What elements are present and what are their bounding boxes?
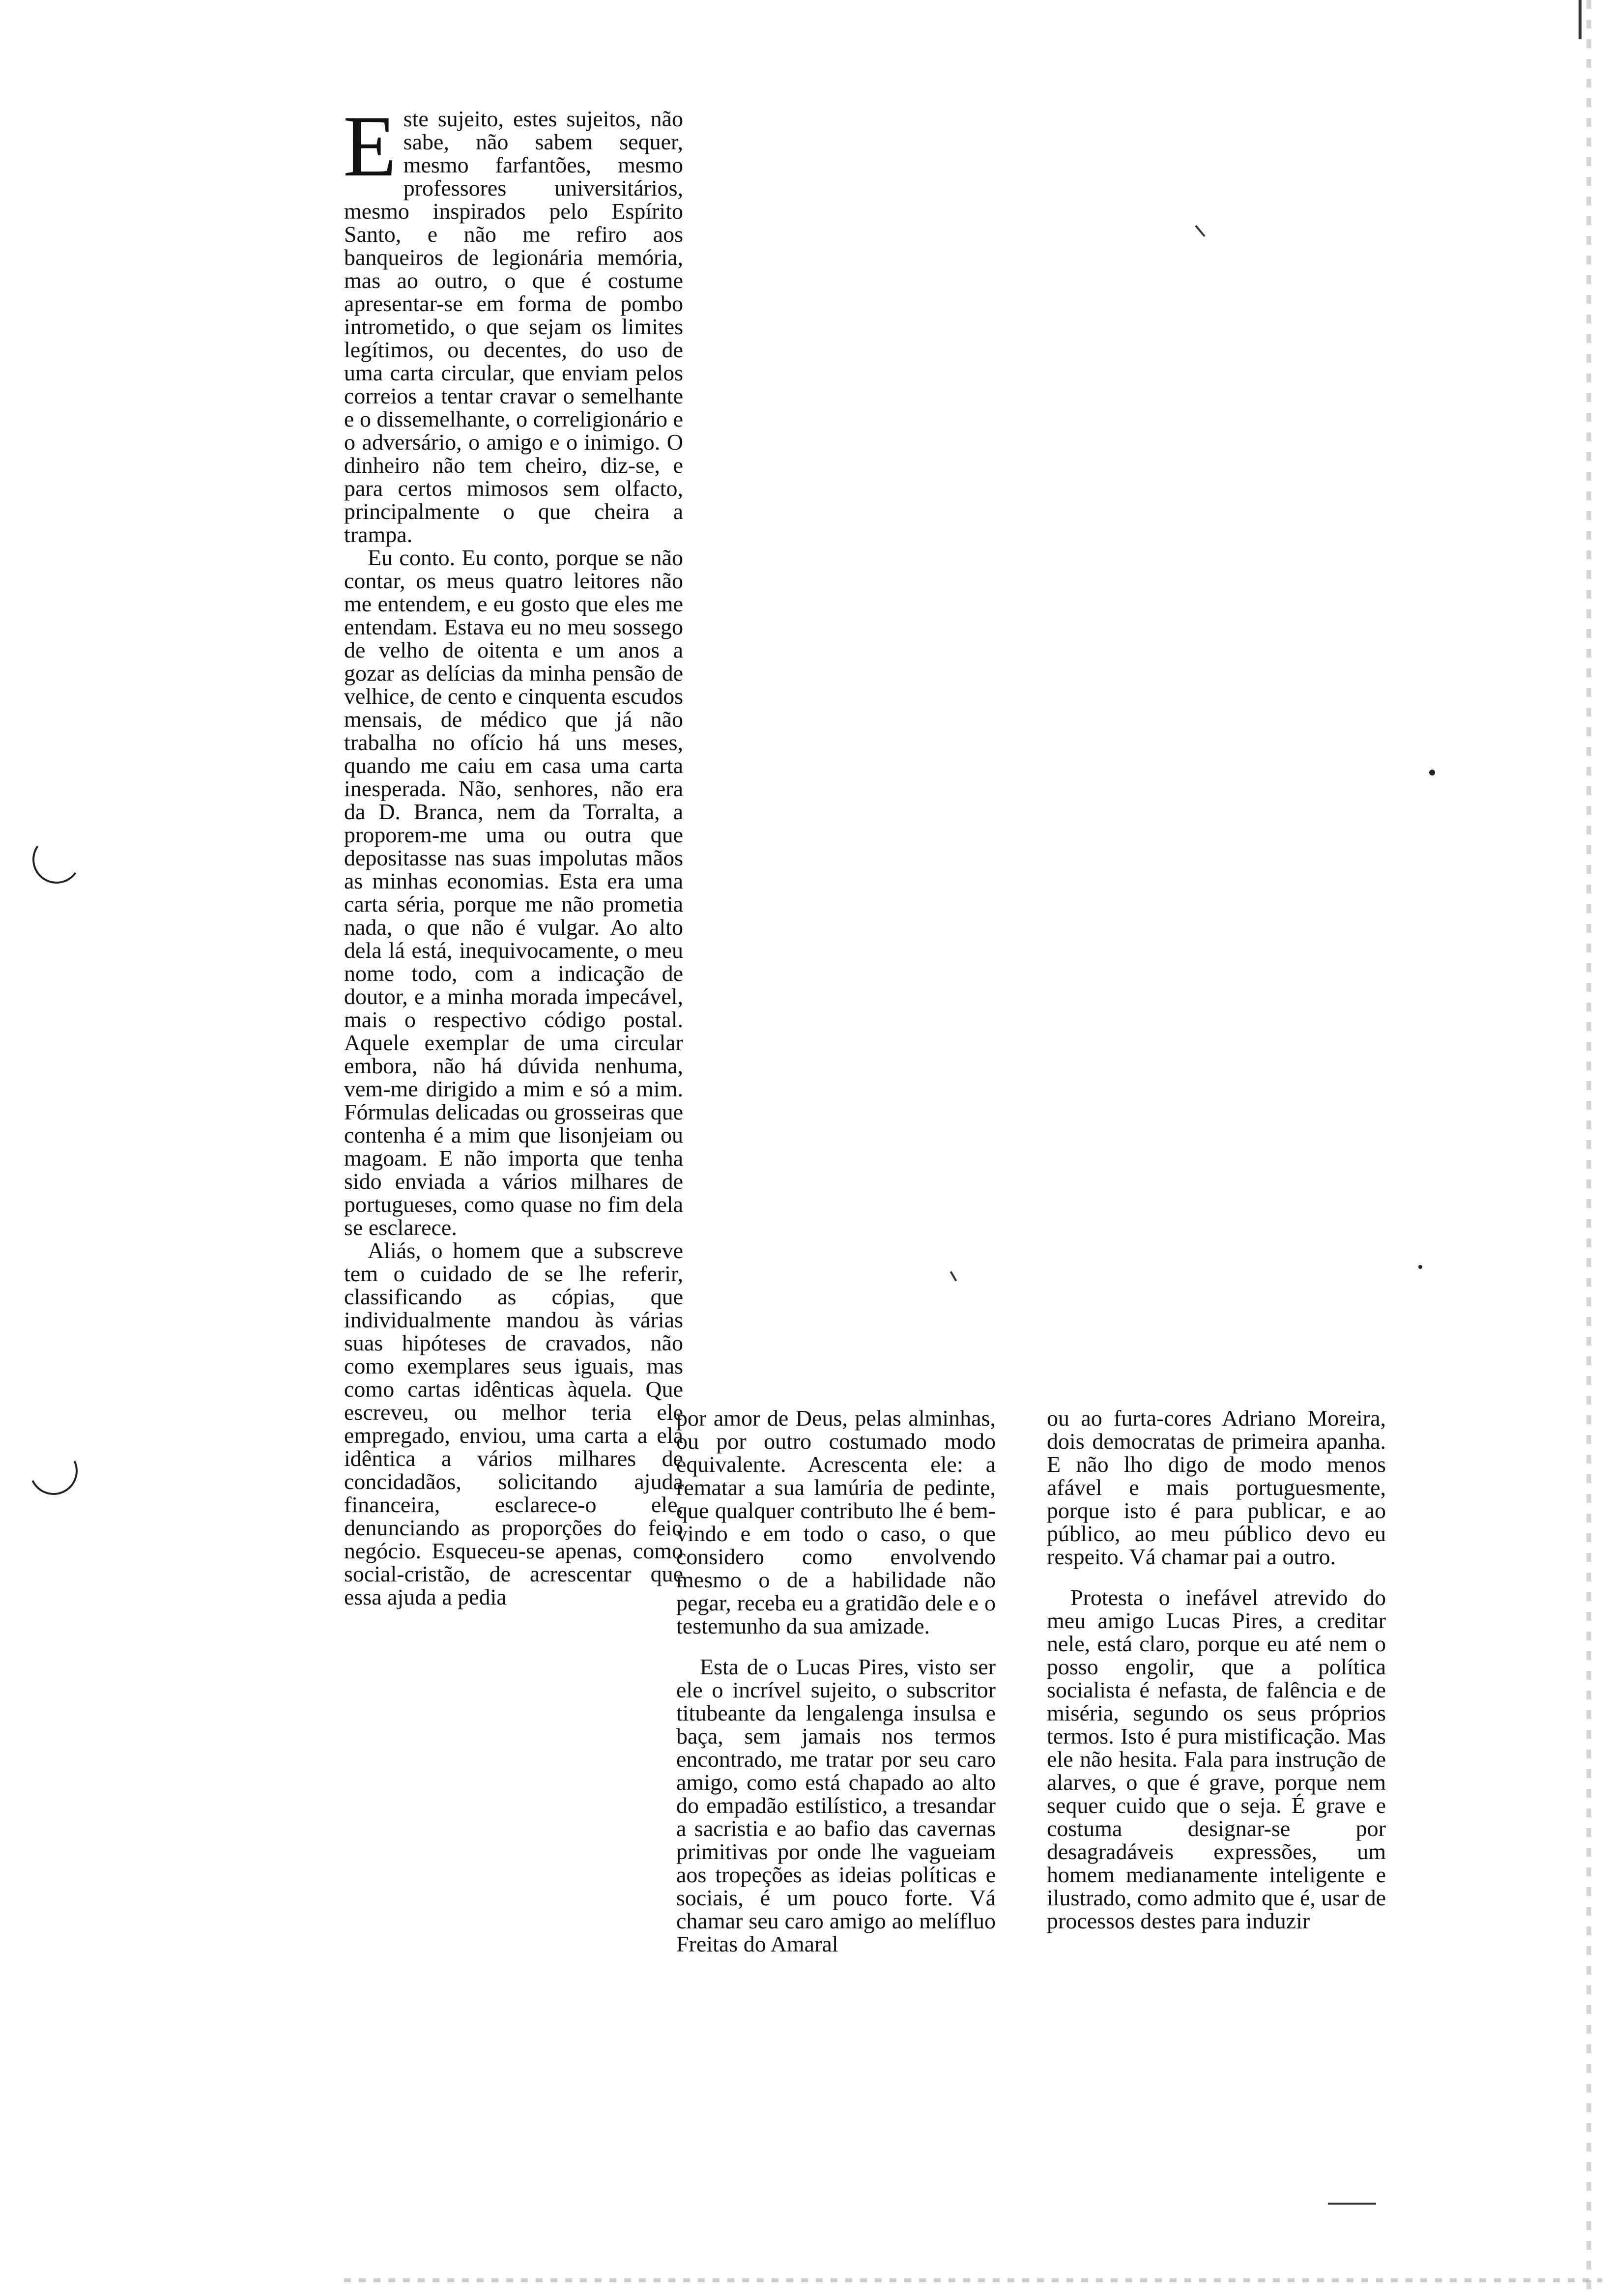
article-paragraph: ou ao furta-cores Adriano Moreira, dois democratas de primeira apanha. E não lho digo de modo menos afável e mais portuguesmente, porque isto é para publicar, e ao público, ao meu público devo eu respeito. Vá chamar pai a outro.	[1047, 1406, 1386, 1569]
article-paragraph: Aliás, o homem que a subscreve tem o cuidado de se lhe referir, classificando as cópias, que individualmente mandou às várias suas hipóteses de cravados, não como exemplares seus iguais, mas como cartas idênticas àquela. Que escreveu, ou melhor teria ele empregado, enviou, uma carta a ela idêntica a vários milhares de concidadãos, solicitando ajuda financeira, esclarece-o ele, denunciando as proporções do feio negócio. Esqueceu-se apenas, como social-cristão, de acrescentar que essa ajuda a pedia	[344, 1238, 683, 1609]
article-column-2	[676, 1406, 996, 1955]
article-column-3	[1047, 1406, 1386, 1932]
article-paragraph: Eu conto. Eu conto, porque se não contar, os meus quatro leitores não me entendem, e eu gosto que eles me entendam. Estava eu no meu sossego de velho de oitenta e um anos a gozar as delícias da minha pensão de velhice, de cento e cinquenta escudos mensais, de médico que já não trabalha no ofício há uns meses, quando me caiu em casa uma carta inesperada. Não, senhores, não era da D. Branca, nem da Torralta, a proporem-me uma ou outra que depositasse nas suas impolutas mãos as minhas economias. Esta era uma carta séria, porque me não prometia nada, o que não é vulgar. Ao alto dela lá está, inequivocamente, o meu nome todo, com a indicação de doutor, e a minha morada impecável, mais o respectivo código postal. Aquele exemplar de uma circular embora, não há dúvida nenhuma, vem-me dirigido a mim e só a mim. Fórmulas delicadas ou grosseiras que contenha é a mim que lisonjeiam ou magoam. E não importa que tenha sido enviada a vários milhares de portugueses, como quase no fim dela se esclarece.	[344, 545, 683, 1240]
article-column-1	[343, 97, 683, 1609]
scan-edge-mark	[1579, 0, 1582, 39]
scan-mark	[950, 1271, 957, 1281]
article-paragraph: Protesta o inefável atrevido do meu amigo Lucas Pires, a creditar nele, está claro, porque eu até nem o posso engolir, que a política socialista é nefasta, de falência e de miséria, segundo os seus próprios termos. Isto é pura mistificação. Mas ele não hesita. Fala para instrução de alarves, o que é grave, porque nem sequer cuido que o seja. É grave e costuma designar-se por desagradáveis expressões, um homem medianamente inteligente e ilustrado, como admito que é, usar de processos destes para induzir	[1047, 1585, 1386, 1933]
article-paragraph: Este sujeito, estes sujeitos, não sabe, não sabem sequer, mesmo farfantões, mesmo professores universitários, mesmo inspirados pelo Espírito Santo, e não me refiro aos banqueiros de legionária memória, mas ao outro, o que é costume apresentar-se em forma de pombo intrometido, o que sejam os limites legítimos, ou decentes, do uso de uma carta circular, que enviam pelos correios a tentar cravar o semelhante e o dissemelhante, o correligionário e o adversário, o amigo e o inimigo. O dinheiro não tem cheiro, diz-se, e para certos mimosos sem olfacto, principalmente o que cheira a trampa.	[343, 97, 683, 547]
scan-speck	[1429, 770, 1435, 775]
binder-hole-top	[29, 832, 85, 888]
scan-edge-bottom	[344, 2278, 1602, 2282]
scan-speck	[1418, 1265, 1422, 1269]
article-paragraph: por amor de Deus, pelas alminhas, ou por outro costumado modo equivalente. Acrescenta ele: a rematar a sua lamúria de pedinte, que qualquer contributo lhe é bem-vindo e em todo o caso, o que considero como envolvendo mesmo o de a habilidade não pegar, receba eu a gratidão dele e o testemunho da sua amizade.	[676, 1406, 996, 1638]
drop-cap: E	[343, 97, 397, 195]
scan-mark	[1195, 225, 1205, 237]
column-end-rule	[1328, 2203, 1376, 2205]
article-paragraph: Esta de o Lucas Pires, visto ser ele o incrível sujeito, o subscritor titubeante da lengalenga insulsa e baça, sem jamais nos termos encontrado, me tratar por seu caro amigo, como está chapado ao alto do empadão estilístico, a tresandar a sacristia e ao bafio das cavernas primitivas por onde lhe vagueiam aos tropeções as ideias políticas e sociais, é um pouco forte. Vá chamar seu caro amigo ao melífluo Freitas do Amaral	[676, 1654, 996, 1956]
binder-hole-bottom	[23, 1440, 85, 1502]
scan-edge-right	[1586, 0, 1591, 2296]
